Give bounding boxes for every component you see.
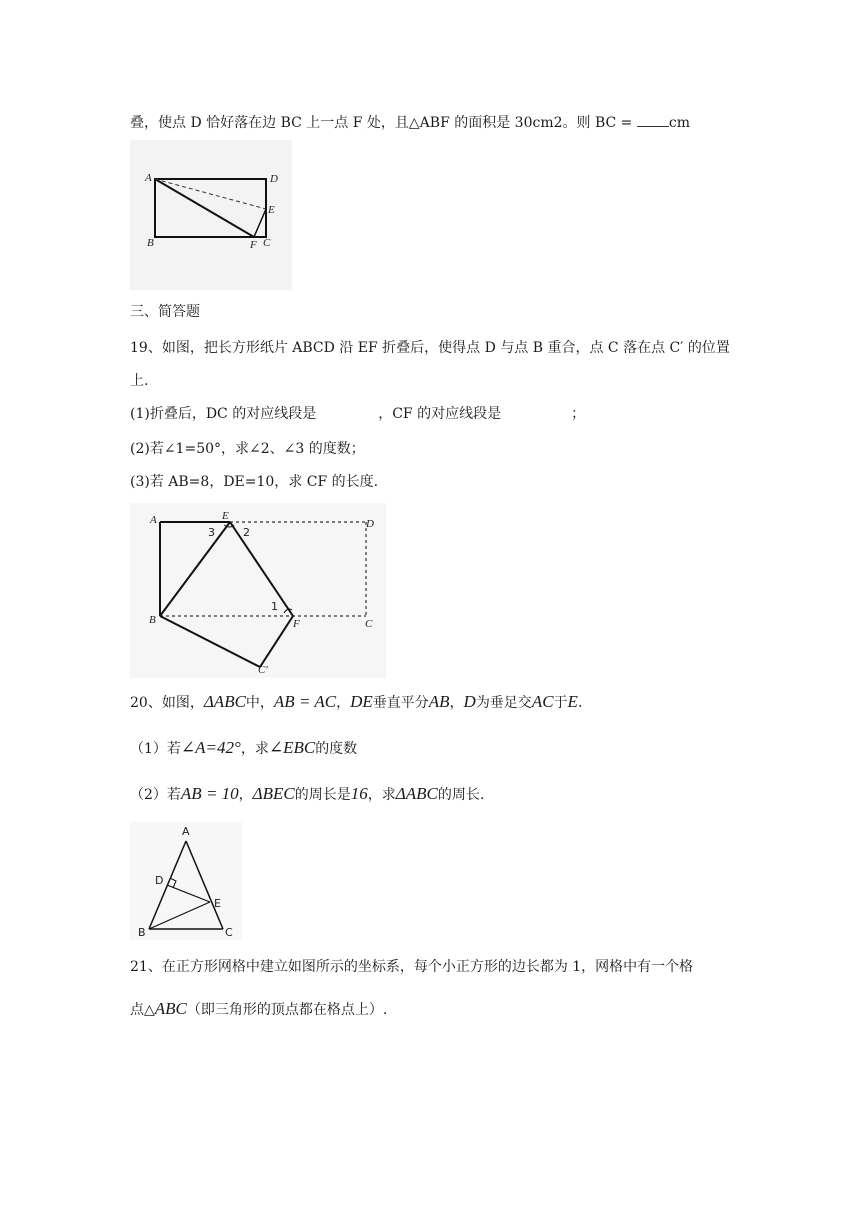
math: ∠A=42° xyxy=(180,738,241,757)
q18-text xyxy=(130,113,690,133)
math: ΔABC xyxy=(203,692,246,711)
math: ΔBEC xyxy=(252,784,295,803)
label-angle-3: 3 xyxy=(208,526,215,539)
q19-part3: (3)若 AB=8，DE=10，求 CF 的长度. xyxy=(130,474,379,490)
math: ∠EBC xyxy=(268,738,316,757)
label-E: E xyxy=(214,897,221,910)
q19-part1-c: ； xyxy=(571,406,586,422)
q19-part2: (2)若∠1=50°，求∠2、∠3 的度数； xyxy=(130,441,365,457)
text: ， xyxy=(238,787,253,803)
label-D: D xyxy=(366,518,374,530)
text: ， xyxy=(336,695,351,711)
text: （2）若 xyxy=(130,787,181,803)
text: 20、如图， xyxy=(130,695,204,711)
math: 16 xyxy=(350,784,368,803)
math: AB xyxy=(428,692,450,711)
q18-unit: cm xyxy=(668,115,690,131)
text: 的周长是 xyxy=(294,787,351,803)
text: （1）若 xyxy=(130,741,181,757)
label-C: C xyxy=(365,618,373,630)
label-C-prime: C′ xyxy=(258,664,268,676)
label-E: E xyxy=(268,204,275,216)
text: ，求 xyxy=(367,787,396,803)
label-D: D xyxy=(155,874,164,887)
q19-part1 xyxy=(130,404,585,424)
q20-part1 xyxy=(130,738,357,759)
label-A: A xyxy=(150,514,157,526)
text: 的周长. xyxy=(437,787,485,803)
q19-part1-b: ，CF 的对应线段是 xyxy=(378,406,502,422)
label-C: C xyxy=(225,926,233,939)
text: 的度数 xyxy=(315,741,358,757)
label-F: F xyxy=(250,239,257,251)
text: . xyxy=(577,695,583,711)
text: （即三角形的顶点都在格点上）. xyxy=(186,1002,388,1018)
q18-statement: 叠，使点 D 恰好落在边 BC 上一点 F 处，且△ABF 的面积是 30cm2。则 BC = xyxy=(130,115,633,131)
label-F: F xyxy=(293,618,300,630)
label-E: E xyxy=(222,510,229,522)
math: DE xyxy=(350,692,373,711)
figure-rectangle-fold xyxy=(130,140,292,290)
figure-fold-efbc xyxy=(130,503,386,678)
label-A: A xyxy=(145,172,152,184)
label-A: A xyxy=(182,825,190,838)
figure-isosceles-triangle xyxy=(130,822,242,940)
q19-line1: 19、如图，把长方形纸片 ABCD 沿 EF 折叠后，使得点 D 与点 B 重合，点 C 落在点 C′ 的位置 xyxy=(130,340,730,356)
math: ΔABC xyxy=(395,784,438,803)
q20-statement xyxy=(130,692,582,713)
text: 为垂足交 xyxy=(475,695,532,711)
label-D: D xyxy=(270,173,278,185)
label-B: B xyxy=(149,614,156,626)
math: AC xyxy=(531,692,554,711)
text: 于 xyxy=(553,695,568,711)
q19-line2: 上. xyxy=(130,373,149,389)
q21-line1: 21、在正方形网格中建立如图所示的坐标系，每个小正方形的边长都为 1，网格中有一个格 xyxy=(130,959,694,975)
text: 中， xyxy=(245,695,274,711)
math: D xyxy=(463,692,476,711)
q21-line2 xyxy=(130,999,387,1020)
text: 点△ xyxy=(130,1002,155,1018)
q20-part2 xyxy=(130,784,484,805)
label-angle-1: 1 xyxy=(271,600,278,613)
math: E xyxy=(567,692,578,711)
label-B: B xyxy=(138,926,146,939)
label-angle-2: 2 xyxy=(243,526,250,539)
section-title: 三、简答题 xyxy=(130,304,200,320)
text: 垂直平分 xyxy=(372,695,429,711)
math: AB = AC xyxy=(273,692,337,711)
label-C: C xyxy=(263,237,271,249)
text: ， xyxy=(449,695,464,711)
label-B: B xyxy=(147,237,154,249)
answer-blank[interactable] xyxy=(637,114,669,127)
q19-part1-a: (1)折叠后，DC 的对应线段是 xyxy=(130,406,317,422)
math: ABC xyxy=(154,999,187,1018)
text: ，求 xyxy=(240,741,269,757)
math: AB = 10 xyxy=(180,784,239,803)
